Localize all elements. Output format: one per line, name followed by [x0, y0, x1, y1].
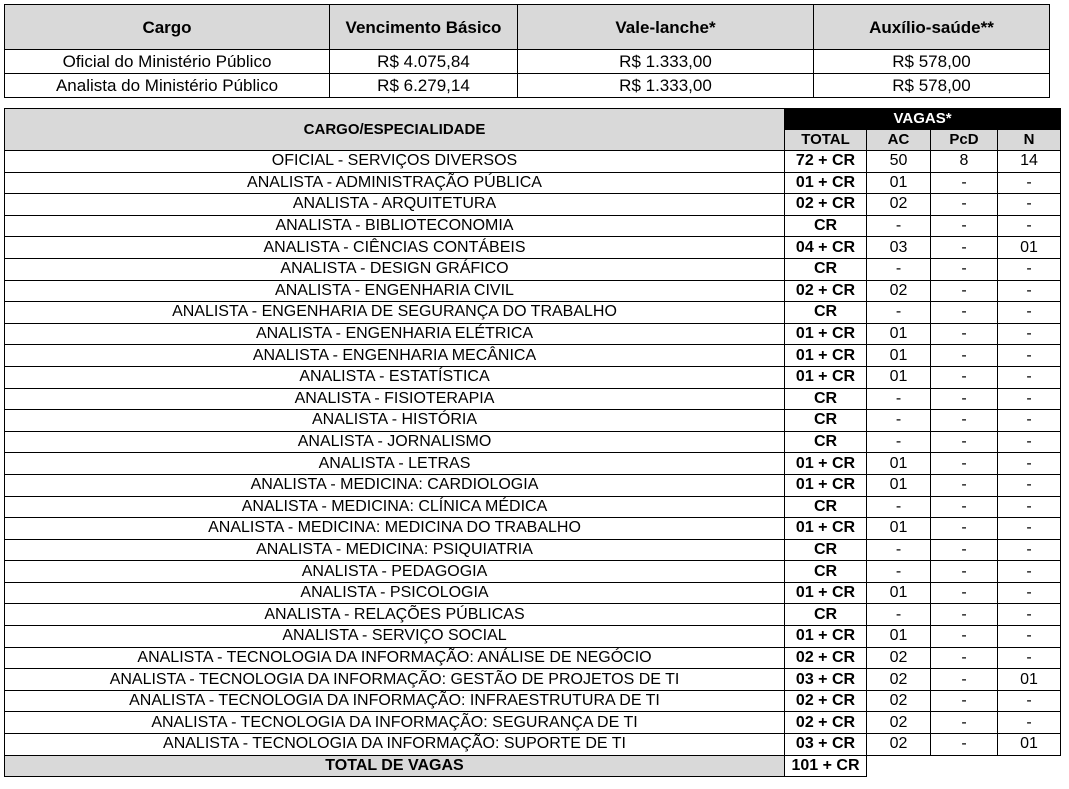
salary-header-cargo: Cargo: [5, 5, 330, 50]
vagas-pcd-cell: -: [931, 172, 998, 194]
vagas-header-row: [5, 109, 1061, 130]
vagas-ac-cell: 02: [867, 712, 931, 734]
vagas-n-cell: -: [998, 539, 1061, 561]
vagas-ac-cell: 02: [867, 734, 931, 756]
vagas-ac-cell: 01: [867, 366, 931, 388]
vagas-n-cell: -: [998, 582, 1061, 604]
vagas-pcd-cell: -: [931, 431, 998, 453]
salary-header-vale-lanche: Vale-lanche*: [518, 5, 814, 50]
vagas-subheader-total: TOTAL: [785, 130, 867, 151]
vagas-cargo-cell: ANALISTA - MEDICINA: PSIQUIATRIA: [5, 539, 785, 561]
vagas-row: [5, 453, 1061, 475]
vagas-cargo-cell: ANALISTA - TECNOLOGIA DA INFORMAÇÃO: SUPORTE DE TI: [5, 734, 785, 756]
vagas-total-cell: 72 + CR: [785, 151, 867, 173]
vagas-n-cell: -: [998, 172, 1061, 194]
vagas-row: [5, 496, 1061, 518]
vagas-body: [5, 151, 1061, 756]
vagas-total-cell: CR: [785, 604, 867, 626]
vagas-total-cell: 01 + CR: [785, 474, 867, 496]
vagas-total-cell: CR: [785, 388, 867, 410]
vagas-cargo-cell: ANALISTA - TECNOLOGIA DA INFORMAÇÃO: SEGURANÇA DE TI: [5, 712, 785, 734]
salary-cell: R$ 4.075,84: [330, 50, 518, 74]
vagas-cargo-cell: OFICIAL - SERVIÇOS DIVERSOS: [5, 151, 785, 173]
vagas-n-cell: -: [998, 518, 1061, 540]
vagas-n-cell: -: [998, 410, 1061, 432]
vagas-cargo-cell: ANALISTA - RELAÇÕES PÚBLICAS: [5, 604, 785, 626]
vagas-pcd-cell: -: [931, 734, 998, 756]
vagas-pcd-cell: -: [931, 323, 998, 345]
vagas-row: [5, 669, 1061, 691]
vagas-pcd-cell: -: [931, 561, 998, 583]
vagas-row: [5, 712, 1061, 734]
vagas-pcd-cell: -: [931, 496, 998, 518]
salary-header-vencimento: [330, 5, 518, 50]
vagas-ac-cell: -: [867, 410, 931, 432]
vagas-pcd-cell: -: [931, 647, 998, 669]
vagas-pcd-cell: -: [931, 712, 998, 734]
vagas-total-cell: CR: [785, 431, 867, 453]
vagas-pcd-cell: -: [931, 280, 998, 302]
vagas-row: [5, 626, 1061, 648]
vagas-pcd-cell: -: [931, 474, 998, 496]
vagas-cargo-cell: ANALISTA - TECNOLOGIA DA INFORMAÇÃO: INFRAESTRUTURA DE TI: [5, 690, 785, 712]
vagas-pcd-cell: -: [931, 539, 998, 561]
vagas-header-cargo: CARGO/ESPECIALIDADE: [5, 109, 785, 151]
vagas-cargo-cell: ANALISTA - ESTATÍSTICA: [5, 366, 785, 388]
vagas-total-cell: 01 + CR: [785, 518, 867, 540]
salary-header-auxilio-saude: Auxílio-saúde**: [814, 5, 1050, 50]
vagas-pcd-cell: -: [931, 453, 998, 475]
vagas-cargo-cell: ANALISTA - TECNOLOGIA DA INFORMAÇÃO: ANÁLISE DE NEGÓCIO: [5, 647, 785, 669]
vagas-ac-cell: 02: [867, 280, 931, 302]
vagas-total-cell: 02 + CR: [785, 194, 867, 216]
vagas-total-value: 101 + CR: [785, 755, 867, 777]
vagas-total-cell: 01 + CR: [785, 366, 867, 388]
vagas-total-label: TOTAL DE VAGAS: [5, 755, 785, 777]
salary-table: [4, 4, 1050, 98]
vagas-ac-cell: 01: [867, 345, 931, 367]
vagas-pcd-cell: -: [931, 258, 998, 280]
vagas-n-cell: 14: [998, 151, 1061, 173]
vagas-ac-cell: -: [867, 388, 931, 410]
vagas-ac-cell: 01: [867, 172, 931, 194]
vagas-cargo-cell: ANALISTA - MEDICINA: CLÍNICA MÉDICA: [5, 496, 785, 518]
vagas-subheader-n: N: [998, 130, 1061, 151]
vagas-cargo-cell: ANALISTA - ENGENHARIA MECÂNICA: [5, 345, 785, 367]
vagas-n-cell: 01: [998, 237, 1061, 259]
vagas-subheader-ac: AC: [867, 130, 931, 151]
vagas-row: [5, 734, 1061, 756]
vagas-row: [5, 518, 1061, 540]
vagas-n-cell: -: [998, 712, 1061, 734]
vagas-header-vagas: VAGAS*: [785, 109, 1061, 130]
vagas-pcd-cell: -: [931, 366, 998, 388]
vagas-ac-cell: 01: [867, 582, 931, 604]
vagas-row: [5, 194, 1061, 216]
vagas-cargo-cell: ANALISTA - ENGENHARIA ELÉTRICA: [5, 323, 785, 345]
vagas-ac-cell: 50: [867, 151, 931, 173]
vagas-total-cell: 01 + CR: [785, 453, 867, 475]
vagas-total-cell: 02 + CR: [785, 712, 867, 734]
vagas-ac-cell: 02: [867, 690, 931, 712]
vagas-cargo-cell: ANALISTA - HISTÓRIA: [5, 410, 785, 432]
vagas-ac-cell: -: [867, 258, 931, 280]
vagas-row: [5, 539, 1061, 561]
vagas-pcd-cell: -: [931, 345, 998, 367]
vagas-n-cell: 01: [998, 669, 1061, 691]
vagas-total-cell: 03 + CR: [785, 734, 867, 756]
vagas-total-cell: CR: [785, 302, 867, 324]
vagas-row: [5, 647, 1061, 669]
vagas-pcd-cell: -: [931, 690, 998, 712]
vagas-total-cell: CR: [785, 561, 867, 583]
salary-header-row: [5, 5, 1050, 50]
vagas-pcd-cell: -: [931, 410, 998, 432]
vagas-n-cell: -: [998, 561, 1061, 583]
vagas-ac-cell: -: [867, 215, 931, 237]
salary-cell: Analista do Ministério Público: [5, 74, 330, 98]
vagas-row: [5, 690, 1061, 712]
vagas-total-cell: CR: [785, 215, 867, 237]
vagas-row: [5, 474, 1061, 496]
vagas-pcd-cell: -: [931, 626, 998, 648]
vagas-cargo-cell: ANALISTA - BIBLIOTECONOMIA: [5, 215, 785, 237]
vagas-total-cell: 03 + CR: [785, 669, 867, 691]
vagas-subheader-pcd: PcD: [931, 130, 998, 151]
vagas-ac-cell: -: [867, 539, 931, 561]
salary-row: [5, 74, 1050, 98]
vagas-row: [5, 410, 1061, 432]
vagas-table: [4, 108, 1061, 777]
vagas-cargo-cell: ANALISTA - PSICOLOGIA: [5, 582, 785, 604]
vagas-row: [5, 172, 1061, 194]
vagas-row: [5, 151, 1061, 173]
vagas-total-cell: 02 + CR: [785, 280, 867, 302]
vagas-row: [5, 366, 1061, 388]
vagas-cargo-cell: ANALISTA - ARQUITETURA: [5, 194, 785, 216]
vagas-ac-cell: -: [867, 604, 931, 626]
vagas-cargo-cell: ANALISTA - DESIGN GRÁFICO: [5, 258, 785, 280]
salary-header-vencimento-label: Vencimento Básico: [345, 17, 502, 37]
vagas-total-cell: 02 + CR: [785, 647, 867, 669]
vagas-pcd-cell: 8: [931, 151, 998, 173]
vagas-row: [5, 431, 1061, 453]
vagas-cargo-cell: ANALISTA - MEDICINA: MEDICINA DO TRABALHO: [5, 518, 785, 540]
vagas-total-cell: CR: [785, 496, 867, 518]
vagas-pcd-cell: -: [931, 582, 998, 604]
vagas-pcd-cell: -: [931, 518, 998, 540]
vagas-pcd-cell: -: [931, 604, 998, 626]
vagas-row: [5, 237, 1061, 259]
vagas-ac-cell: 01: [867, 626, 931, 648]
vagas-total-cell: CR: [785, 410, 867, 432]
vagas-n-cell: -: [998, 388, 1061, 410]
vagas-row: [5, 388, 1061, 410]
vagas-cargo-cell: ANALISTA - CIÊNCIAS CONTÁBEIS: [5, 237, 785, 259]
vagas-row: [5, 604, 1061, 626]
vagas-n-cell: -: [998, 604, 1061, 626]
vagas-row: [5, 280, 1061, 302]
vagas-n-cell: -: [998, 626, 1061, 648]
vagas-total-cell: CR: [785, 258, 867, 280]
vagas-total-row: [5, 755, 1061, 777]
vagas-total-cell: 01 + CR: [785, 172, 867, 194]
vagas-n-cell: -: [998, 431, 1061, 453]
vagas-ac-cell: 02: [867, 669, 931, 691]
vagas-total-cell: 01 + CR: [785, 582, 867, 604]
vagas-ac-cell: -: [867, 561, 931, 583]
vagas-pcd-cell: -: [931, 669, 998, 691]
vagas-n-cell: -: [998, 194, 1061, 216]
vagas-n-cell: -: [998, 323, 1061, 345]
vagas-n-cell: -: [998, 647, 1061, 669]
vagas-n-cell: -: [998, 366, 1061, 388]
vagas-cargo-cell: ANALISTA - ENGENHARIA CIVIL: [5, 280, 785, 302]
salary-cell: R$ 578,00: [814, 50, 1050, 74]
vagas-total-cell: 01 + CR: [785, 345, 867, 367]
vagas-pcd-cell: -: [931, 215, 998, 237]
vagas-ac-cell: -: [867, 431, 931, 453]
vagas-cargo-cell: ANALISTA - JORNALISMO: [5, 431, 785, 453]
vagas-row: [5, 582, 1061, 604]
vagas-cargo-cell: ANALISTA - FISIOTERAPIA: [5, 388, 785, 410]
vagas-n-cell: -: [998, 453, 1061, 475]
vagas-total-cell: 02 + CR: [785, 690, 867, 712]
vagas-total-cell: 01 + CR: [785, 626, 867, 648]
vagas-pcd-cell: -: [931, 194, 998, 216]
vagas-ac-cell: 03: [867, 237, 931, 259]
vagas-row: [5, 323, 1061, 345]
vagas-total-cell: CR: [785, 539, 867, 561]
vagas-ac-cell: 02: [867, 194, 931, 216]
vagas-total-blank: [867, 755, 1061, 777]
vagas-ac-cell: 01: [867, 518, 931, 540]
vagas-cargo-cell: ANALISTA - PEDAGOGIA: [5, 561, 785, 583]
vagas-pcd-cell: -: [931, 302, 998, 324]
vagas-n-cell: -: [998, 302, 1061, 324]
vagas-ac-cell: -: [867, 302, 931, 324]
salary-row: [5, 50, 1050, 74]
vagas-n-cell: -: [998, 280, 1061, 302]
vagas-row: [5, 345, 1061, 367]
vagas-cargo-cell: ANALISTA - LETRAS: [5, 453, 785, 475]
salary-cell: R$ 1.333,00: [518, 74, 814, 98]
vagas-ac-cell: 01: [867, 323, 931, 345]
vagas-cargo-cell: ANALISTA - MEDICINA: CARDIOLOGIA: [5, 474, 785, 496]
salary-cell: Oficial do Ministério Público: [5, 50, 330, 74]
vagas-ac-cell: 01: [867, 474, 931, 496]
salary-cell: R$ 6.279,14: [330, 74, 518, 98]
vagas-row: [5, 561, 1061, 583]
vagas-pcd-cell: -: [931, 388, 998, 410]
salary-cell: R$ 1.333,00: [518, 50, 814, 74]
vagas-n-cell: -: [998, 215, 1061, 237]
vagas-row: [5, 302, 1061, 324]
vagas-cargo-cell: ANALISTA - ENGENHARIA DE SEGURANÇA DO TRABALHO: [5, 302, 785, 324]
vagas-pcd-cell: -: [931, 237, 998, 259]
vagas-row: [5, 215, 1061, 237]
vagas-cargo-cell: ANALISTA - ADMINISTRAÇÃO PÚBLICA: [5, 172, 785, 194]
vagas-n-cell: -: [998, 345, 1061, 367]
vagas-cargo-cell: ANALISTA - SERVIÇO SOCIAL: [5, 626, 785, 648]
salary-cell: R$ 578,00: [814, 74, 1050, 98]
vagas-n-cell: -: [998, 474, 1061, 496]
vagas-ac-cell: 01: [867, 453, 931, 475]
vagas-cargo-cell: ANALISTA - TECNOLOGIA DA INFORMAÇÃO: GESTÃO DE PROJETOS DE TI: [5, 669, 785, 691]
vagas-n-cell: 01: [998, 734, 1061, 756]
vagas-row: [5, 258, 1061, 280]
vagas-n-cell: -: [998, 258, 1061, 280]
vagas-total-cell: 04 + CR: [785, 237, 867, 259]
vagas-n-cell: -: [998, 690, 1061, 712]
vagas-ac-cell: 02: [867, 647, 931, 669]
vagas-total-cell: 01 + CR: [785, 323, 867, 345]
vagas-n-cell: -: [998, 496, 1061, 518]
vagas-ac-cell: -: [867, 496, 931, 518]
